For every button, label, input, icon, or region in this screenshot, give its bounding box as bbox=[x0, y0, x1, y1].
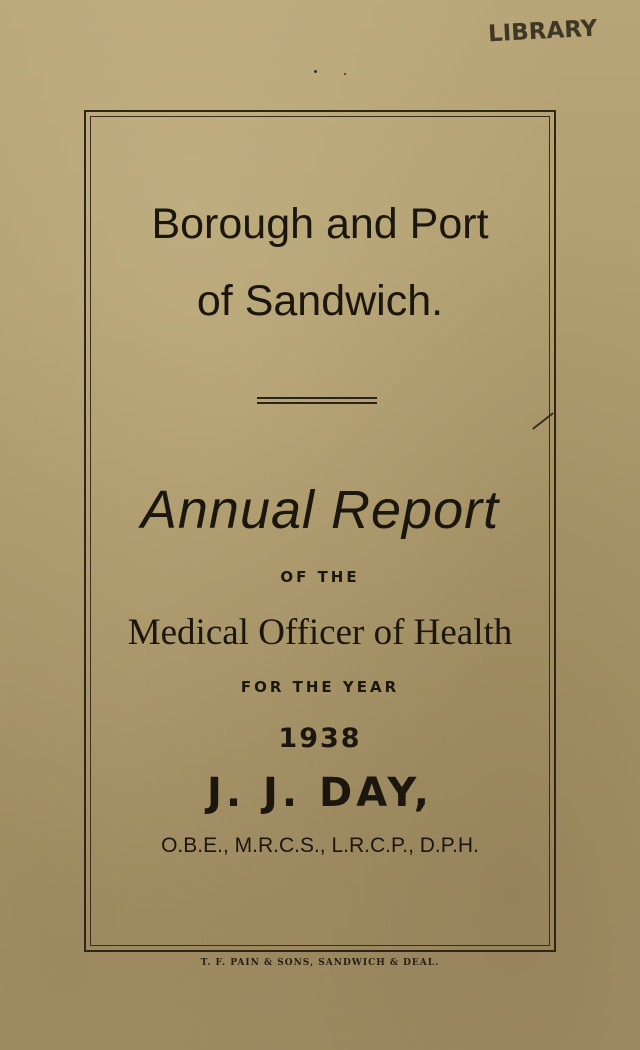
for-the-year-label: FOR THE YEAR bbox=[240, 678, 400, 696]
author-qualifications: O.B.E., M.R.C.S., L.R.C.P., D.P.H. bbox=[161, 834, 479, 857]
sandwich-heading: of Sandwich. bbox=[196, 277, 444, 325]
divider-rule bbox=[257, 402, 377, 404]
divider-rule bbox=[257, 397, 377, 399]
ink-speck bbox=[344, 73, 346, 75]
of-the-label: OF THE bbox=[280, 568, 360, 586]
ink-speck bbox=[314, 70, 317, 73]
author-name: J. J. DAY, bbox=[207, 770, 433, 816]
borough-heading: Borough and Port bbox=[151, 200, 489, 248]
report-title: Annual Report bbox=[140, 480, 500, 540]
report-year: 1938 bbox=[278, 723, 362, 754]
office-title: Medical Officer of Health bbox=[127, 612, 513, 653]
library-stamp: LIBRARY bbox=[487, 15, 598, 48]
printer-imprint: T. F. PAIN & SONS, SANDWICH & DEAL. bbox=[200, 958, 440, 968]
